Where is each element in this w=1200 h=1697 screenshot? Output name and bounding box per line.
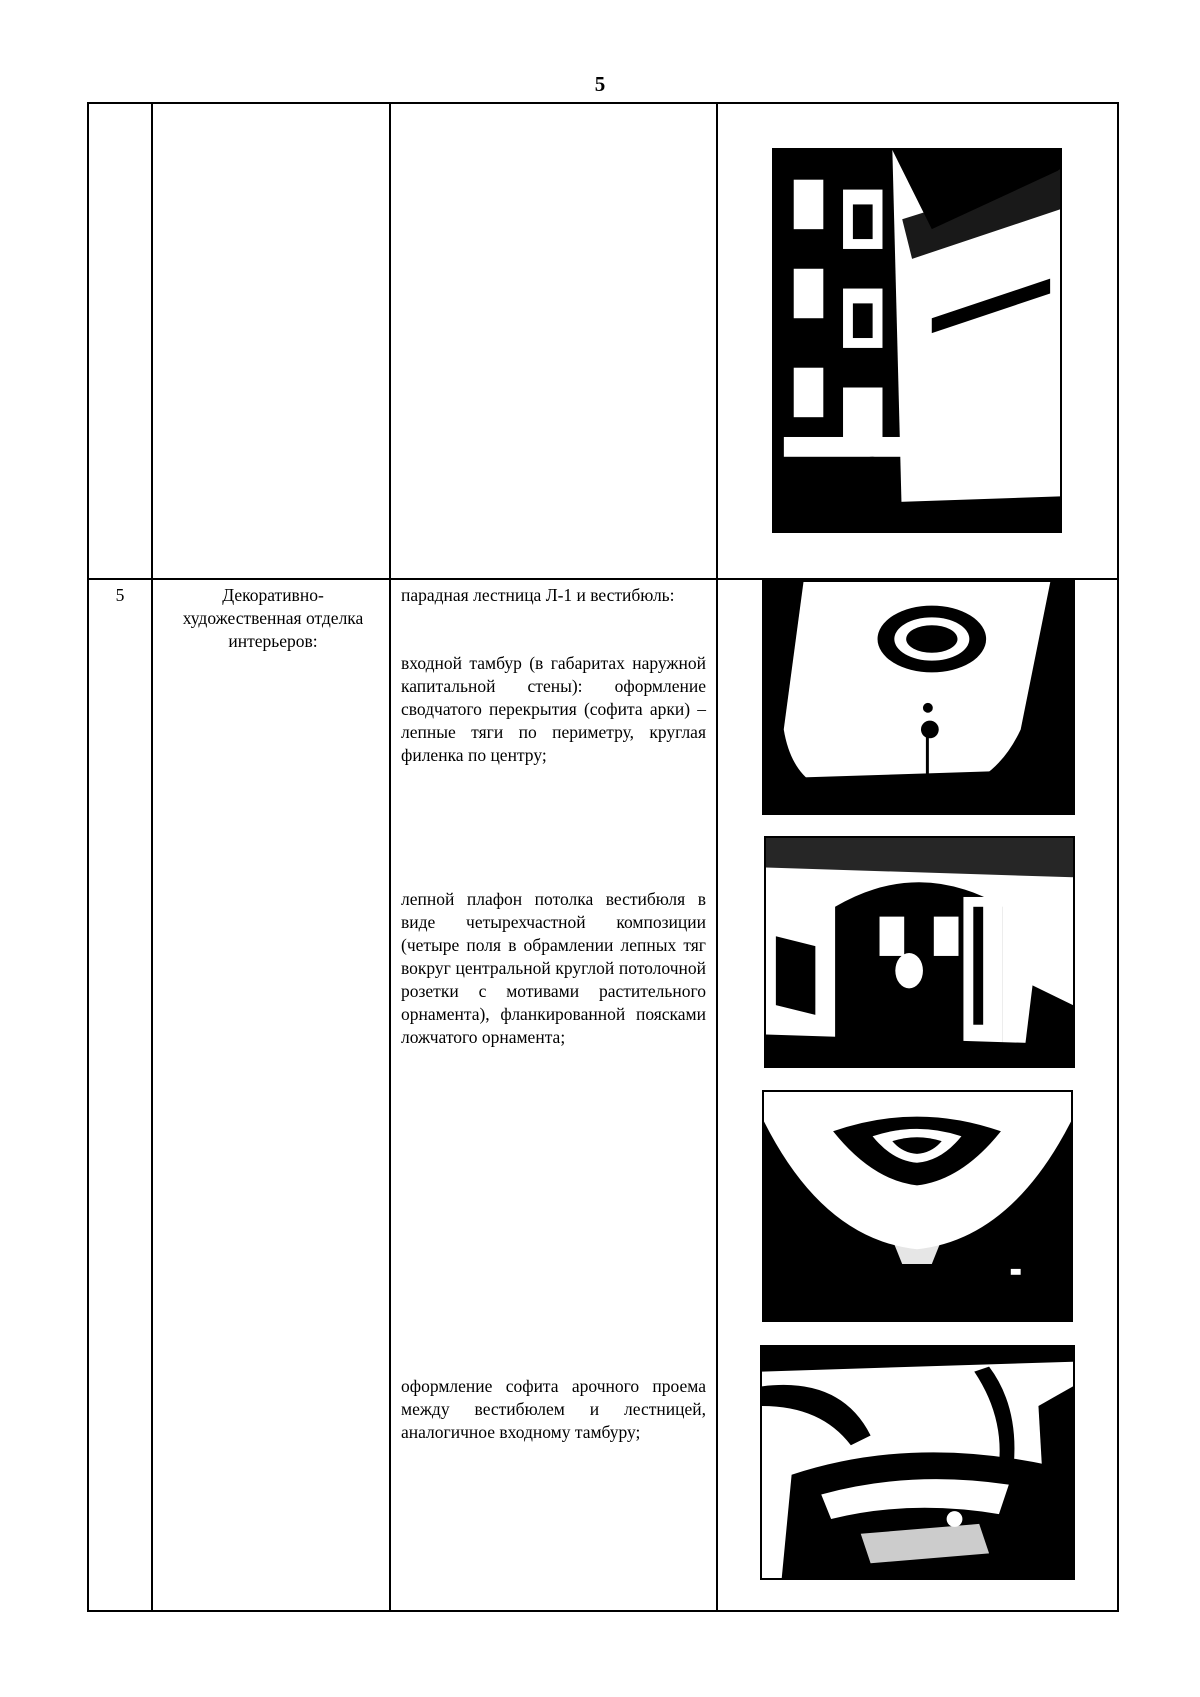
table-border-bottom — [87, 1610, 1119, 1612]
row-category: Декоративно-художественная отделка интерьеров: — [182, 585, 364, 651]
table-border-top — [87, 102, 1119, 104]
table-col-divider-1 — [151, 102, 153, 1612]
table-col-divider-2 — [389, 102, 391, 1612]
item-arch: оформление софита арочного проема между вестибюлем и лестницей, аналогичное входному тамбуру; — [401, 1376, 706, 1442]
table-border-right — [1117, 102, 1119, 1612]
row-index: 5 — [115, 585, 125, 605]
item-tambour: входной тамбур (в габаритах наружной капитальной стены): оформление сводчатого перекрытия (софита арки) – лепные тяги по периметру, круглая филенка по центру; — [401, 653, 706, 765]
photo-plafond-rosette — [762, 1090, 1073, 1322]
photo-courtyard-facade — [772, 148, 1062, 533]
photo-vestibule-interior — [764, 836, 1075, 1068]
item-stair: парадная лестница Л-1 и вестибюль: — [401, 585, 675, 605]
item-plafond: лепной плафон потолка вестибюля в виде четырехчастной композиции (четыре поля в обрамлении лепных тяг вокруг центральной круглой потолочной розетки с мотивами растительного орнамента), фланкированной поясками ложчатого орнамента; — [401, 889, 706, 1047]
photo-arch-soffit — [760, 1345, 1075, 1580]
photo-tambour-soffit — [762, 580, 1075, 815]
table-border-left — [87, 102, 89, 1612]
page-number: 5 — [594, 72, 606, 96]
table-col-divider-3 — [716, 102, 718, 1612]
